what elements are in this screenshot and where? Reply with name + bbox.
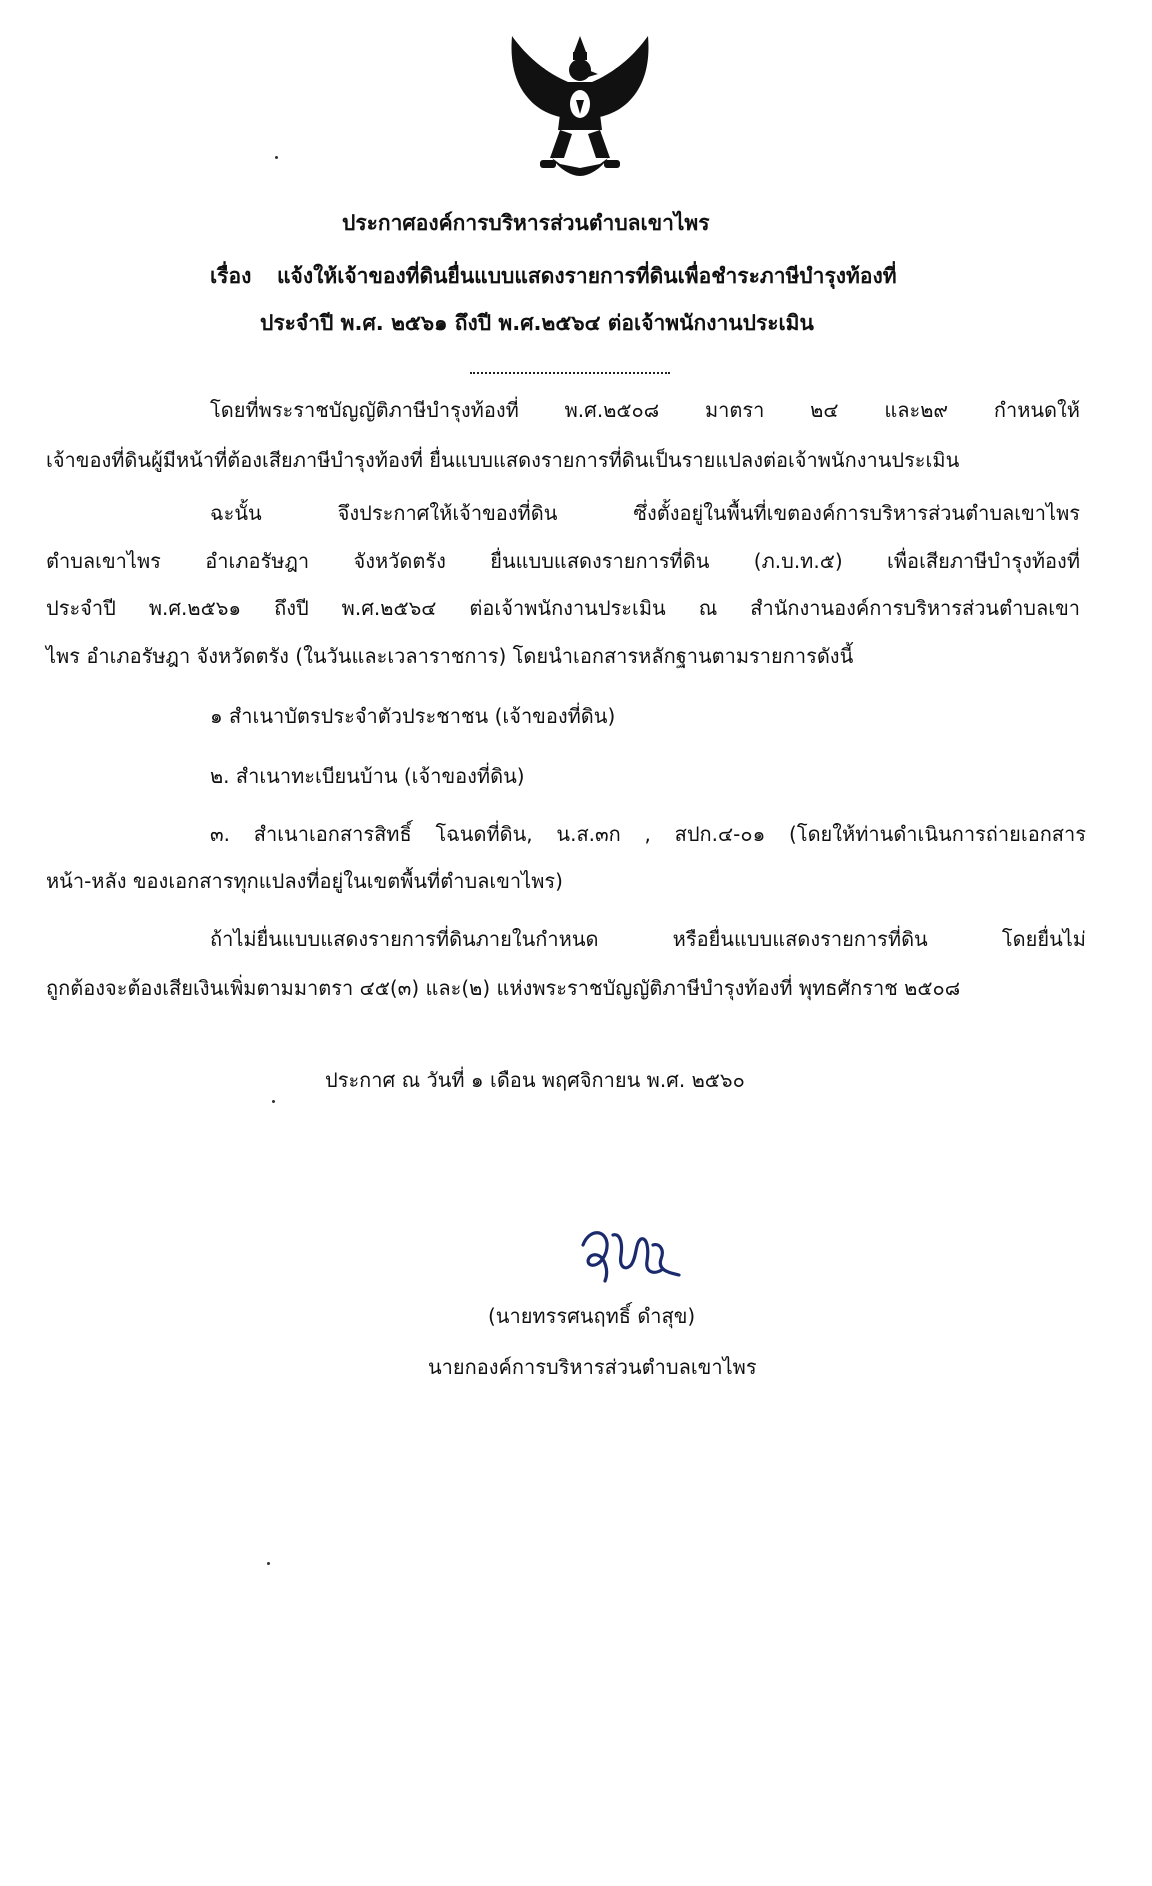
garuda-emblem-icon [480, 30, 680, 190]
signer-position: นายกองค์การบริหารส่วนตำบลเขาไพร [428, 1355, 757, 1379]
scan-speck [267, 1562, 270, 1565]
paragraph-3-line-1: ถ้าไม่ยื่นแบบแสดงรายการที่ดินภายในกำหนด หรือยื่นแบบแสดงรายการที่ดิน โดยยื่นไม่ [210, 927, 1086, 951]
subject-line-2: ประจำปี พ.ศ. ๒๕๖๑ ถึงปี พ.ศ.๒๕๖๔ ต่อเจ้าพนักงานประเมิน [260, 311, 814, 335]
paragraph-1-line-2: เจ้าของที่ดินผู้มีหน้าที่ต้องเสียภาษีบำรุงท้องที่ ยื่นแบบแสดงรายการที่ดินเป็นรายแปลงต่อเจ้าพนักงานประเมิน [46, 448, 960, 472]
paragraph-2-line-2: ตำบลเขาไพร อำเภอรัษฎา จังหวัดตรัง ยื่นแบบแสดงรายการที่ดิน (ภ.บ.ท.๕) เพื่อเสียภาษีบำรุงท้องที่ [46, 549, 1080, 573]
scan-speck [275, 156, 278, 159]
handwritten-signature [575, 1215, 690, 1295]
paragraph-2-line-4: ไพร อำเภอรัษฎา จังหวัดตรัง (ในวันและเวลาราชการ) โดยนำเอกสารหลักฐานตามรายการดังนี้ [46, 644, 854, 668]
paragraph-2-line-1: ฉะนั้น จึงประกาศให้เจ้าของที่ดิน ซึ่งตั้งอยู่ในพื้นที่เขตองค์การบริหารส่วนตำบลเขาไพร [210, 501, 1080, 525]
subject-label: เรื่อง [210, 264, 252, 288]
paragraph-2-line-3: ประจำปี พ.ศ.๒๕๖๑ ถึงปี พ.ศ.๒๕๖๔ ต่อเจ้าพนักงานประเมิน ณ สำนักงานองค์การบริหารส่วนตำบลเขา [46, 596, 1080, 620]
separator [470, 372, 670, 374]
signer-name: (นายทรรศนฤทธิ์ ดำสุข) [488, 1304, 696, 1328]
list-item-2: ๒. สำเนาทะเบียนบ้าน (เจ้าของที่ดิน) [210, 764, 525, 788]
list-item-3-line-1: ๓. สำเนาเอกสารสิทธิ์ โฉนดที่ดิน, น.ส.๓ก , สปก.๔-๐๑ (โดยให้ท่านดำเนินการถ่ายเอกสาร [210, 822, 1086, 846]
announcement-date: ประกาศ ณ วันที่ ๑ เดือน พฤศจิกายน พ.ศ. ๒๕๖๐ [325, 1068, 745, 1092]
announcement-title: ประกาศองค์การบริหารส่วนตำบลเขาไพร [342, 211, 710, 235]
subject-text: แจ้งให้เจ้าของที่ดินยื่นแบบแสดงรายการที่ดินเพื่อชำระภาษีบำรุงท้องที่ [277, 264, 897, 288]
scan-speck [272, 1100, 275, 1103]
paragraph-3-line-2: ถูกต้องจะต้องเสียเงินเพิ่มตามมาตรา ๔๕(๓) และ(๒) แห่งพระราชบัญญัติภาษีบำรุงท้องที่ พุทธศักราช ๒๕๐๘ [46, 976, 961, 1000]
list-item-1: ๑ สำเนาบัตรประจำตัวประชาชน (เจ้าของที่ดิน) [210, 704, 616, 728]
list-item-3-line-2: หน้า-หลัง ของเอกสารทุกแปลงที่อยู่ในเขตพื้นที่ตำบลเขาไพร) [46, 869, 563, 893]
paragraph-1-line-1: โดยที่พระราชบัญญัติภาษีบำรุงท้องที่ พ.ศ.๒๕๐๘ มาตรา ๒๔ และ๒๙ กำหนดให้ [210, 398, 1080, 422]
